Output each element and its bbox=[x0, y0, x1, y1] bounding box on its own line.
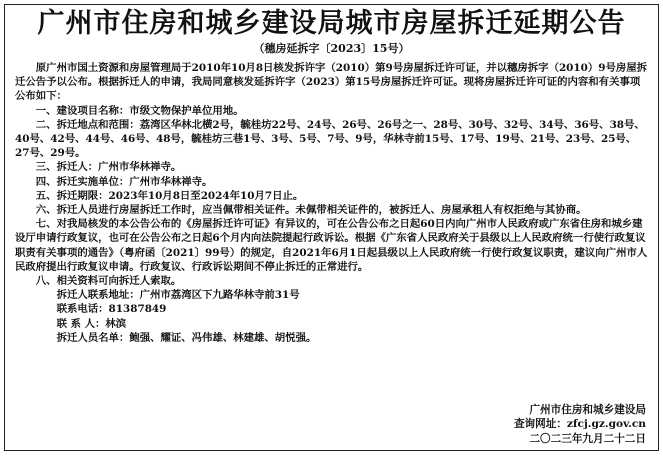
notice-title: 广州市住房和城乡建设局城市房屋拆迁延期公告 bbox=[37, 8, 626, 39]
contact-person: 联 系 人：林滨 bbox=[56, 317, 127, 330]
contact-phone: 联系电话：81387849 bbox=[56, 303, 167, 316]
item-credentials: 六、拆迁人员进行房屋拆迁工作时，应当佩带相关证件。未佩带相关证件的，被拆迁人、房屋承租人有权拒绝与其协商。 bbox=[35, 204, 587, 217]
document-number: （穗房延拆字〔2023〕15号） bbox=[253, 42, 410, 55]
item-demolisher: 三、拆迁人：广州市华林禅寺。 bbox=[35, 161, 182, 174]
item-appeal: 七、对我局核发的本公告公布的《房屋拆迁许可证》有异议的，可在公告公布之日起60日内向广州市人民政府或广东省住房和城乡建设厅申请行政复议，也可在公告公布之日起6个月内向法院提起行政诉讼。根据《广东省人民政府关于县级以上人民政府统一行使行政复议职责有关事项的通告》（粤府函〔2021〕99号）的规定，自2021年6月1日起县级以上人民政府统一行使行政复议职责，建议向广州市人民政府提出行政复议申请。行政复议、行政诉讼期间不停止拆迁的正常进行。 bbox=[15, 218, 648, 273]
item-materials: 八、相关资料可向拆迁人索取。 bbox=[35, 275, 182, 288]
item-period: 五、拆迁期限：2023年10月8日至2024年10月7日止。 bbox=[35, 189, 304, 202]
issuer-name: 广州市住房和城乡建设局 bbox=[529, 403, 646, 416]
staff-list: 拆迁人员名单：鲍强、耀证、冯伟雄、林建雄、胡悦强。 bbox=[56, 331, 317, 344]
item-implementer: 四、拆迁实施单位：广州市华林禅寺。 bbox=[35, 175, 213, 188]
item-project-name: 一、建设项目名称：市级文物保护单位用地。 bbox=[35, 104, 244, 117]
item-location-scope: 二、拆迁地点和范围：荔湾区华林北横2号，毓桂坊22号、24号、26号、26号之一、28号、30号、32号、34号、36号、38号、40号、42号、44号、46号、48号，毓桂坊三巷1号、3号、5号、7号、9号，华林寺前15号、17号、19号、21号、23号、25号、27号、29号。 bbox=[15, 118, 645, 160]
contact-address: 拆迁人联系地址：广州市荔湾区下九路华林寺前31号 bbox=[56, 289, 300, 302]
issue-date: 二〇二三年九月二十二日 bbox=[529, 432, 646, 445]
intro-paragraph: 原广州市国土资源和房屋管理局于2010年10月8日核发拆许字（2010）第9号房屋拆迁许可证，并以穗房拆字（2010）9号房屋拆迁公告予以公布。根据拆迁人的申请，我局同意核发延拆许字（2023）第15号房屋拆迁许可证。现将房屋拆迁许可证的内容和有关事项公布如下： bbox=[15, 62, 648, 103]
notice-frame bbox=[4, 4, 659, 451]
notice-body bbox=[15, 61, 648, 345]
notice-footer bbox=[514, 403, 646, 447]
query-website: 查询网址：zfcj.gz.gov.cn bbox=[513, 418, 646, 430]
